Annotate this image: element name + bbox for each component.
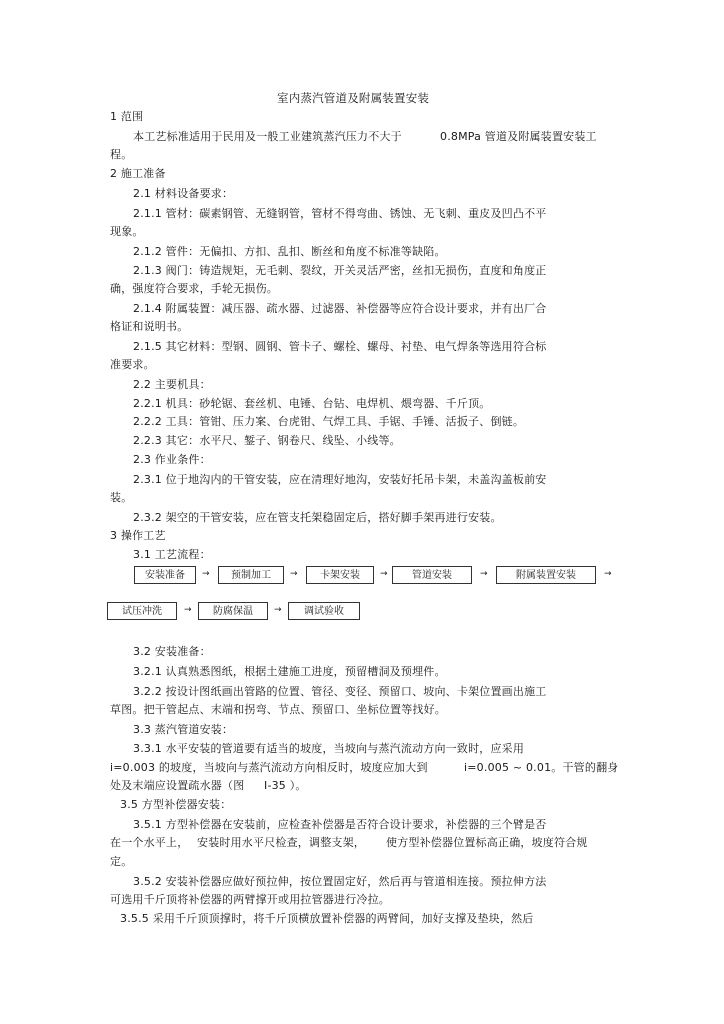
- flow-arrow: →: [290, 569, 298, 579]
- text-line: 程。: [110, 148, 133, 161]
- flow-step-box: 附属装置安装: [496, 566, 596, 584]
- text-line: 2.3.1 位于地沟内的干管安装，应在清理好地沟，安装好托吊卡架，未盖沟盖板前安: [133, 473, 547, 486]
- text-line: I-35 ）。: [264, 779, 307, 792]
- text-line: i=0.005 ~ 0.01。干管的翻身: [464, 761, 619, 774]
- text-line: 2.1.4 附属装置：减压器、疏水器、过滤器、补偿器等应符合设计要求，并有出厂合: [133, 302, 547, 315]
- text-line: 使方型补偿器位置标高正确，坡度符合规: [386, 836, 588, 849]
- text-line: 3.5.2 安装补偿器应做好预拉伸，按位置固定好，然后再与管道相连接。预拉伸方法: [133, 875, 547, 888]
- text-line: 2.1.5 其它材料：型钢、圆钢、管卡子、螺栓、螺母、衬垫、电气焊条等选用符合标: [133, 340, 547, 353]
- flow-arrow: →: [274, 605, 282, 615]
- text-line: 3.3 蒸汽管道安装：: [133, 723, 234, 736]
- section-heading: 2 施工准备: [110, 167, 166, 180]
- text-line: 本工艺标准适用于民用及一般工业建筑蒸汽压力不大于: [133, 130, 402, 143]
- text-line: 0.8MPa 管道及附属装置安装工: [440, 130, 597, 143]
- text-line: 现象。: [110, 225, 144, 238]
- text-line: 2.2.2 工具：管钳、压力案、台虎钳、气焊工具、手锯、手锤、活扳子、倒链。: [133, 415, 525, 428]
- text-line: 处及末端应设置疏水器（图: [110, 779, 245, 792]
- text-line: 装。: [110, 491, 133, 504]
- text-line: 3.2.2 按设计图纸画出管路的位置、管径、变径、预留口、坡向、卡架位置画出施工: [133, 685, 547, 698]
- text-line: i=0.003 的坡度，当坡向与蒸汽流动方向相反时，坡度应加大到: [110, 761, 428, 774]
- text-line: 2.1.3 阀门：铸造规矩，无毛刺、裂纹，开关灵活严密，丝扣无损伤，直度和角度正: [133, 264, 547, 277]
- text-line: 3.5.5 采用千斤顶顶撑时，将千斤顶横放置补偿器的两臂间，加好支撑及垫块，然后: [120, 912, 534, 925]
- text-line: 3.3.1 水平安装的管道要有适当的坡度，当坡向与蒸汽流动方向一致时，应采用: [133, 742, 525, 755]
- section-heading: 3 操作工艺: [110, 529, 166, 542]
- flow-step-box: 卡架安装: [306, 566, 374, 584]
- text-line: 2.2.3 其它：水平尺、錾子、钢卷尺、线坠、小线等。: [133, 434, 401, 447]
- text-line: 可选用千斤顶将补偿器的两臂撑开或用拉管器进行冷拉。: [110, 893, 390, 906]
- flow-step-box: 预制加工: [218, 566, 284, 584]
- text-line: 格证和说明书。: [110, 320, 189, 333]
- flow-arrow: →: [480, 569, 488, 579]
- text-line: 草图。把干管起点、末端和拐弯、节点、预留口、坐标位置等找好。: [110, 703, 446, 716]
- text-line: 2.1.1 管材：碳素钢管、无缝钢管，管材不得弯曲、锈蚀、无飞刺、重皮及凹凸不平: [133, 207, 547, 220]
- flow-arrow: →: [202, 569, 210, 579]
- flow-step-box: 管道安装: [392, 566, 472, 584]
- text-line: 2.2 主要机具：: [133, 378, 211, 391]
- text-line: 确，强度符合要求，手轮无损伤。: [110, 282, 278, 295]
- text-line: 3.1 工艺流程：: [133, 548, 211, 561]
- flow-arrow: →: [604, 569, 612, 579]
- text-line: 定。: [110, 855, 133, 868]
- text-line: 3.5.1 方型补偿器在安装前，应检查补偿器是否符合设计要求，补偿器的三个臂是否: [133, 818, 547, 831]
- text-line: 安装时用水平尺检查，调整支架，: [197, 836, 365, 849]
- flow-arrow: →: [184, 605, 192, 615]
- text-line: 3.2.1 认真熟悉图纸，根据土建施工进度，预留槽洞及预埋件。: [133, 665, 446, 678]
- flow-arrow: →: [380, 569, 388, 579]
- text-line: 2.3 作业条件：: [133, 453, 211, 466]
- section-heading: 3.5 方型补偿器安装：: [120, 798, 232, 811]
- text-line: 1 范围: [110, 110, 144, 123]
- text-line: 2.1.2 管件：无偏扣、方扣、乱扣、断丝和角度不标准等缺陷。: [133, 245, 446, 258]
- text-line: 2.2.1 机具：砂轮锯、套丝机、电锤、台钻、电焊机、煨弯器、千斤顶。: [133, 397, 491, 410]
- flow-step-box: 安装准备: [134, 566, 196, 584]
- page-title: 室内蒸汽管道及附属装置安装: [277, 91, 430, 105]
- flow-step-box: 防腐保温: [198, 602, 268, 620]
- flow-step-box: 试压冲洗: [107, 602, 177, 620]
- text-line: 2.3.2 架空的干管安装，应在管支托架稳固定后，搭好脚手架再进行安装。: [133, 511, 502, 524]
- text-line: 2.1 材料设备要求：: [133, 187, 234, 200]
- text-line: 3.2 安装准备：: [133, 645, 211, 658]
- text-line: 在一个水平上，: [110, 836, 189, 849]
- text-line: 准要求。: [110, 358, 155, 371]
- flow-step-box: 调试验收: [288, 602, 360, 620]
